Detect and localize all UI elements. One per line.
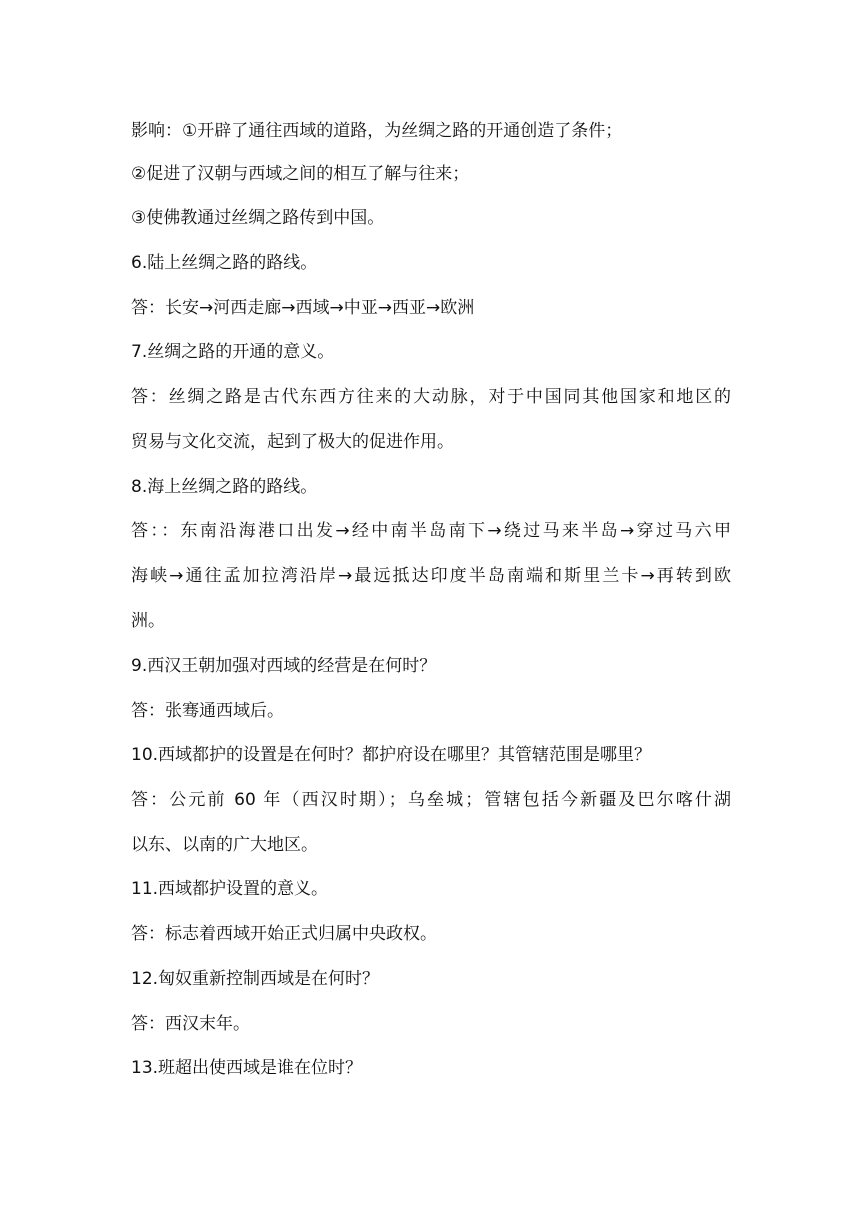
answer-10-line-2: 以东、以南的广大地区。 (131, 835, 318, 855)
answer-8-line-3: 洲。 (131, 611, 165, 631)
answer-7-line-1: 答：丝绸之路是古代东西方往来的大动脉，对于中国同其他国家和地区的 (131, 387, 731, 407)
question-11: 11.西域都护设置的意义。 (131, 879, 329, 899)
answer-12: 答：西汉末年。 (131, 1014, 250, 1034)
answer-8-line-1: 答：：东南沿海港口出发→经中南半岛南下→绕过马来半岛→穿过马六甲 (131, 521, 731, 541)
question-7: 7.丝绸之路的开通的意义。 (131, 342, 335, 362)
text-line-influence-2: ②促进了汉朝与西域之间的相互了解与往来； (131, 164, 470, 184)
question-12: 12.匈奴重新控制西域是在何时？ (131, 969, 380, 989)
text-line-influence-3: ③使佛教通过丝绸之路传到中国。 (131, 208, 385, 228)
question-8: 8.海上丝绸之路的路线。 (131, 477, 318, 497)
question-6: 6.陆上丝绸之路的路线。 (131, 253, 318, 273)
question-9: 9.西汉王朝加强对西域的经营是在何时？ (131, 656, 437, 676)
answer-6: 答：长安→河西走廊→西域→中亚→西亚→欧洲 (131, 298, 475, 318)
answer-7-line-2: 贸易与文化交流，起到了极大的促进作用。 (131, 432, 454, 452)
question-10: 10.西域都护的设置是在何时？都护府设在哪里？其管辖范围是哪里？ (131, 745, 652, 765)
answer-9: 答：张骞通西域后。 (131, 701, 284, 721)
answer-11: 答：标志着西域开始正式归属中央政权。 (131, 924, 437, 944)
question-13: 13.班超出使西域是谁在位时？ (131, 1058, 363, 1078)
answer-10-line-1: 答：公元前 60 年（西汉时期）；乌垒城；管辖包括今新疆及巴尔喀什湖 (131, 790, 731, 810)
answer-8-line-2: 海峡→通往孟加拉湾沿岸→最远抵达印度半岛南端和斯里兰卡→再转到欧 (131, 566, 731, 586)
text-line-influence: 影响：①开辟了通往西域的道路，为丝绸之路的开通创造了条件； (131, 121, 623, 141)
